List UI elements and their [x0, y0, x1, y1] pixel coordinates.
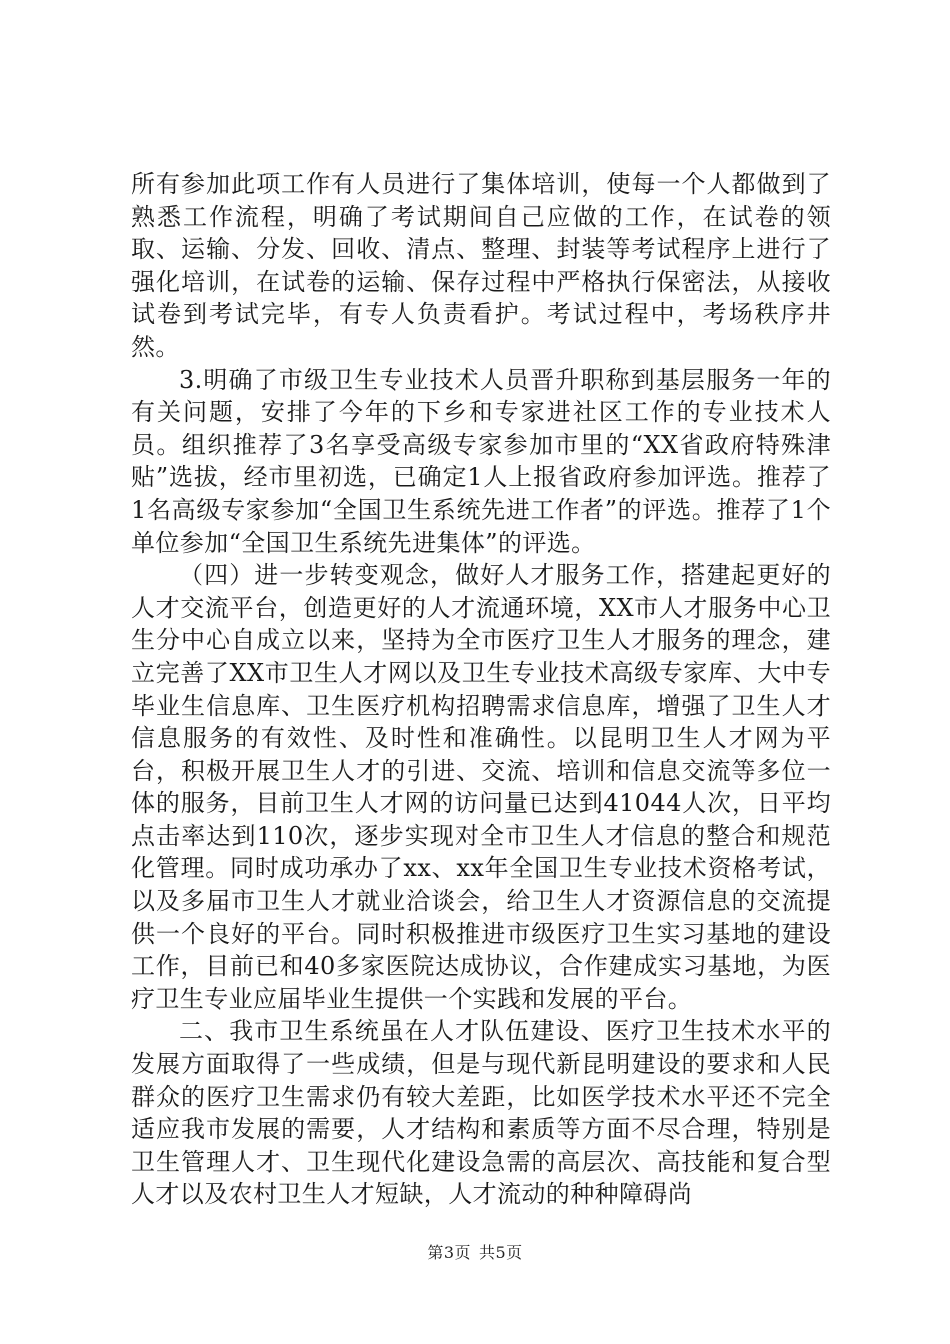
page-footer	[0, 1240, 950, 1263]
paragraph-1: 所有参加此项工作有人员进行了集体培训，使每一个人都做到了熟悉工作流程，明确了考试期间自己应做的工作，在试卷的领取、运输、分发、回收、清点、整理、封装等考试程序上进行了强化培训，在试卷的运输、保存过程中严格执行保密法，从接收试卷到考试完毕，有专人负责看护。考试过程中，考场秩序井然。	[131, 170, 831, 361]
document-body	[131, 168, 831, 1211]
paragraph-4: 二、我市卫生系统虽在人才队伍建设、医疗卫生技术水平的发展方面取得了一些成绩，但是与现代新昆明建设的要求和人民群众的医疗卫生需求仍有较大差距，比如医学技术水平还不完全适应我市发展的需要，人才结构和素质等方面不尽合理，特别是卫生管理人才、卫生现代化建设急需的高层次、高技能和复合型人才以及农村卫生人才短缺，人才流动的种种障碍尚	[131, 1017, 831, 1209]
paragraph-3: （四）进一步转变观念，做好人才服务工作，搭建起更好的人才交流平台，创造更好的人才流通环境，XX市人才服务中心卫生分中心自成立以来，坚持为全市医疗卫生人才服务的理念，建立完善了XX市卫生人才网以及卫生专业技术高级专家库、大中专毕业生信息库、卫生医疗机构招聘需求信息库，增强了卫生人才信息服务的有效性、及时性和准确性。以昆明卫生人才网为平台，积极开展卫生人才的引进、交流、培训和信息交流等多位一体的服务，目前卫生人才网的访问量已达到41044人次，日平均点击率达到110次，逐步实现对全市卫生人才信息的整合和规范化管理。同时成功承办了xx、xx年全国卫生专业技术资格考试，以及多届市卫生人才就业洽谈会，给卫生人才资源信息的交流提供一个良好的平台。同时积极推进市级医疗卫生实习基地的建设工作，目前已和40多家医院达成协议，合作建成实习基地，为医疗卫生专业应届毕业生提供一个实践和发展的平台。	[131, 561, 831, 1013]
page-total: 共5页	[479, 1243, 523, 1262]
page-number: 第3页	[427, 1243, 471, 1262]
paragraph-2: 3.明确了市级卫生专业技术人员晋升职称到基层服务一年的有关问题，安排了今年的下乡和专家进社区工作的专业技术人员。组织推荐了3名享受高级专家参加市里的“XX省政府特殊津贴”选拔，经市里初选，已确定1人上报省政府参加评选。推荐了1名高级专家参加“全国卫生系统先进工作者”的评选。推荐了1个单位参加“全国卫生系统先进集体”的评选。	[131, 365, 831, 557]
